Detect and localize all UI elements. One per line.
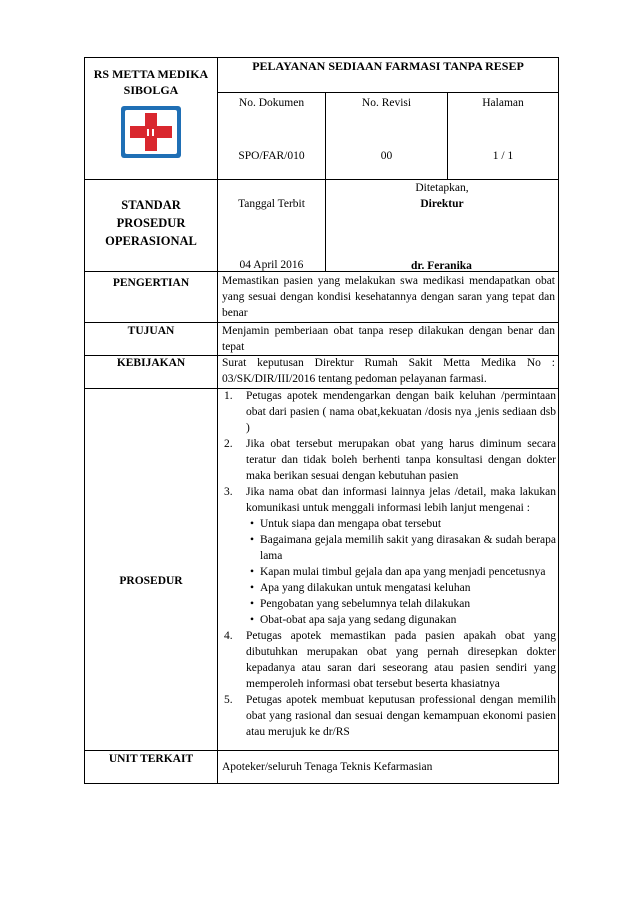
- step-number: 5.: [224, 694, 233, 706]
- prosedur-bullets: [220, 516, 556, 628]
- list-item: [220, 628, 556, 692]
- tanggal-terbit-label: Tanggal Terbit: [238, 198, 305, 210]
- standar-label: STANDAR PROSEDUR OPERASIONAL: [105, 198, 197, 248]
- bullet-icon: •: [250, 614, 255, 626]
- unit-terkait-text: Apoteker/seluruh Tenaga Teknis Kefarmasian: [222, 761, 433, 773]
- list-item: [220, 596, 556, 612]
- halaman-value: 1 / 1: [492, 150, 514, 162]
- hospital-name: RS METTA MEDIKA SIBOLGA: [93, 67, 209, 97]
- bullet-text: Kapan mulai timbul gejala dan apa yang menjadi pencetusnya: [260, 566, 546, 578]
- bullet-icon: •: [250, 518, 255, 530]
- step-text: Petugas apotek membuat keputusan professional dengan memilih obat yang rasional dan sesuai dengan kemampuan ekonomi pasien atau merujuk ke dr/RS: [246, 694, 556, 738]
- step-number: 1.: [224, 390, 233, 402]
- bullet-text: Bagaimana gejala memilih sakit yang dirasakan & sudah berapa lama: [260, 534, 556, 562]
- list-item: [220, 692, 556, 740]
- tanggal-terbit-value: 04 April 2016: [239, 259, 304, 271]
- step-number: 2.: [224, 438, 233, 450]
- bullet-text: Untuk siapa dan mengapa obat tersebut: [260, 518, 442, 530]
- step-text: Jika nama obat dan informasi lainnya jelas /detail, maka lakukan komunikasi untuk menggali informasi lebih lanjut mengenai :: [246, 486, 556, 514]
- prosedur-steps-after: [220, 628, 556, 740]
- no-dokumen-value: SPO/FAR/010: [238, 150, 305, 162]
- list-item: [220, 436, 556, 484]
- pengertian-text: Memastikan pasien yang melakukan swa medikasi mendapatkan obat yang sesuai dengan kondisi kesehatannya dengan saran yang tepat dan benar: [222, 275, 555, 319]
- bullet-text: Pengobatan yang sebelumnya telah dilakukan: [260, 598, 471, 610]
- list-item: [220, 388, 556, 436]
- bullet-icon: •: [250, 566, 255, 578]
- ditetapkan-label: Ditetapkan,: [415, 182, 469, 194]
- list-item: [220, 484, 556, 516]
- list-item: [220, 516, 556, 532]
- step-text: Jika obat tersebut merupakan obat yang harus diminum secara teratur dan tidak boleh berhenti tanpa konsultasi dengan dokter maka berikan sesuai dengan kebutuhan pasien: [246, 438, 556, 482]
- step-number: 3.: [224, 486, 233, 498]
- kebijakan-text: Surat keputusan Direktur Rumah Sakit Metta Medika No : 03/SK/DIR/III/2016 tentang pedoman pelayanan farmasi.: [222, 357, 555, 385]
- unit-terkait-label: UNIT TERKAIT: [108, 753, 194, 765]
- list-item: [220, 532, 556, 564]
- prosedur-list: [220, 388, 556, 740]
- bullet-text: Apa yang dilakukan untuk mengatasi keluhan: [260, 582, 471, 594]
- prosedur-label: PROSEDUR: [119, 575, 183, 587]
- bullet-text: Obat-obat apa saja yang sedang digunakan: [260, 614, 457, 626]
- bullet-icon: •: [250, 582, 255, 594]
- list-item: [220, 564, 556, 580]
- kebijakan-label: KEBIJAKAN: [116, 357, 186, 369]
- step-text: Petugas apotek mendengarkan dengan baik keluhan /permintaan obat dari pasien ( nama obat,kekuatan /dosis nya ,jenis sediaan dsb ): [246, 390, 556, 434]
- pengertian-label: PENGERTIAN: [112, 277, 190, 289]
- no-revisi-value: 00: [380, 150, 393, 162]
- prosedur-steps: [220, 388, 556, 516]
- hospital-logo: [121, 106, 181, 158]
- list-item: [220, 580, 556, 596]
- halaman-label: Halaman: [482, 97, 524, 109]
- no-dokumen-label: No. Dokumen: [238, 97, 305, 109]
- tujuan-text: Menjamin pemberiaan obat tanpa resep dilakukan dengan benar dan tepat: [222, 325, 555, 353]
- prosedur-label-cell: [84, 388, 218, 751]
- no-revisi-label: No. Revisi: [361, 97, 412, 109]
- bullet-icon: •: [250, 598, 255, 610]
- bullet-icon: •: [250, 534, 255, 546]
- list-item: [220, 612, 556, 628]
- step-text: Petugas apotek memastikan pada pasien apakah obat yang dibutuhkan merupakan obat yang pernah diresepkan dokter kepadanya atau saran dari seseorang atau pasien sendiri yang memperoleh informasi obat tersebut beserta khasiatnya: [246, 630, 556, 690]
- doc-title: PELAYANAN SEDIAAN FARMASI TANPA RESEP: [252, 59, 524, 73]
- direktur-title: Direktur: [420, 198, 464, 210]
- step-number: 4.: [224, 630, 233, 642]
- direktur-name: dr. Feranika: [411, 260, 472, 272]
- tujuan-label: TUJUAN: [127, 325, 175, 337]
